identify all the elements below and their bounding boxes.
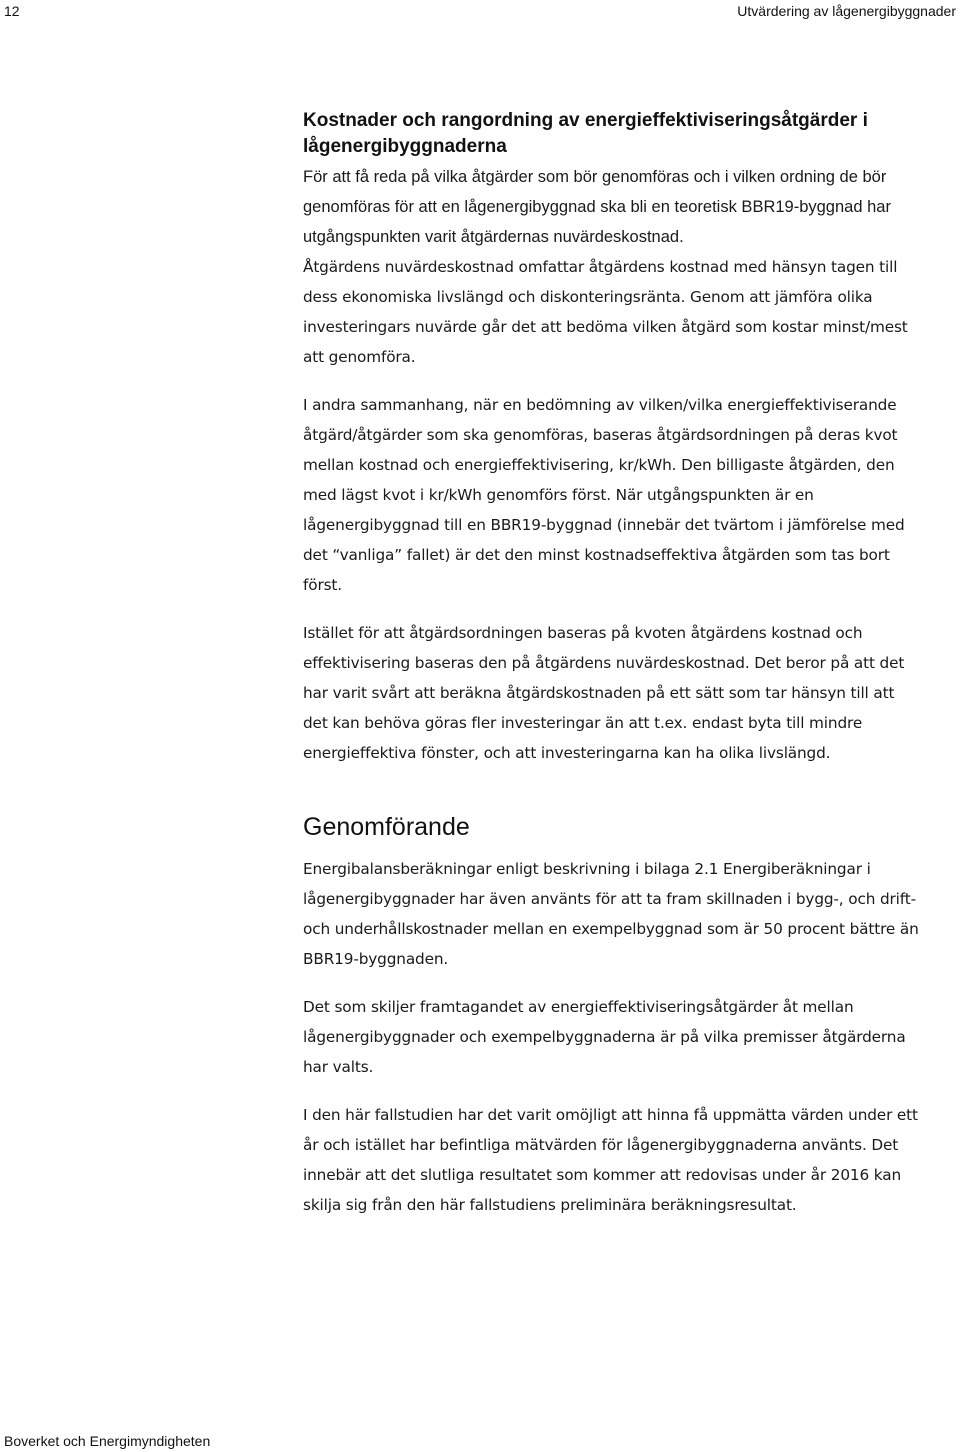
body-paragraph: Åtgärdens nuvärdeskostnad omfattar åtgärdens kostnad med hänsyn tagen till dess ekonomiska livslängd och diskonteringsränta. Genom att jämföra olika investeringars nuvärde går det att bedöma vilken åtgärd som kostar minst/mest att genomföra. — [303, 258, 908, 366]
running-title: Utvärdering av lågenergibyggnader — [737, 3, 956, 19]
body-paragraph: Energibalansberäkningar enligt beskrivning i bilaga 2.1 Energiberäkningar i lågenergibyggnader har även använts för att ta fram skillnaden i bygg-, och drift- och underhållskostnader mellan en exempelbyggnad som är 50 procent bättre än BBR19-byggnaden. — [303, 860, 919, 968]
body-paragraph: I den här fallstudien har det varit omöjligt att hinna få uppmätta värden under ett år och istället har befintliga mätvärden för lågenergibyggnaderna använts. Det innebär att det slutliga resultatet som kommer att redovisas under år 2016 kan skilja sig från den här fallstudiens preliminära beräkningsresultat. — [303, 1106, 918, 1214]
body-paragraph: Det som skiljer framtagandet av energieffektiviseringsåtgärder åt mellan lågenergibyggnader och exempelbyggnaderna är på vilka premisser åtgärderna har valts. — [303, 998, 906, 1076]
page-header — [0, 0, 960, 24]
main-content — [303, 108, 923, 1238]
body-paragraph: Istället för att åtgärdsordningen baseras på kvoten åtgärdens kostnad och effektivisering baseras den på åtgärdens nuvärdeskostnad. Det beror på att det har varit svårt att beräkna åtgärdskostnaden på ett sätt som tar hänsyn till att det kan behöva göras fler investeringar än att t.ex. endast byta till mindre energieffektiva fönster, och att investeringarna kan ha olika livslängd. — [303, 624, 905, 762]
lead-paragraph: För att få reda på vilka åtgärder som bör genomföras och i vilken ordning de bör genomföras för att en lågenergibyggnad ska bli en teoretisk BBR19-byggnad har utgångspunkten varit åtgärdernas nuvärdeskostnad. — [303, 168, 891, 246]
page-footer: Boverket och Energimyndigheten — [4, 1433, 211, 1449]
body-paragraph: I andra sammanhang, när en bedömning av vilken/vilka energieffektiviserande åtgärd/åtgärder som ska genomföras, baseras åtgärdsordningen på deras kvot mellan kostnad och energieffektivisering, kr/kWh. Den billigaste åtgärden, den med lägst kvot i kr/kWh genomförs först. När utgångspunkten är en lågenergibyggnad till en BBR19-byggnad (innebär det tvärtom i jämförelse med det “vanliga” fallet) är det den minst kostnadseffektiva åtgärden som tas bort först. — [303, 396, 905, 594]
section-heading-genomforande: Genomförande — [303, 813, 470, 841]
section-heading-costs: Kostnader och rangordning av energieffektiviseringsåtgärder i lågenergibyggnaderna — [303, 110, 868, 157]
page-number: 12 — [4, 3, 20, 19]
